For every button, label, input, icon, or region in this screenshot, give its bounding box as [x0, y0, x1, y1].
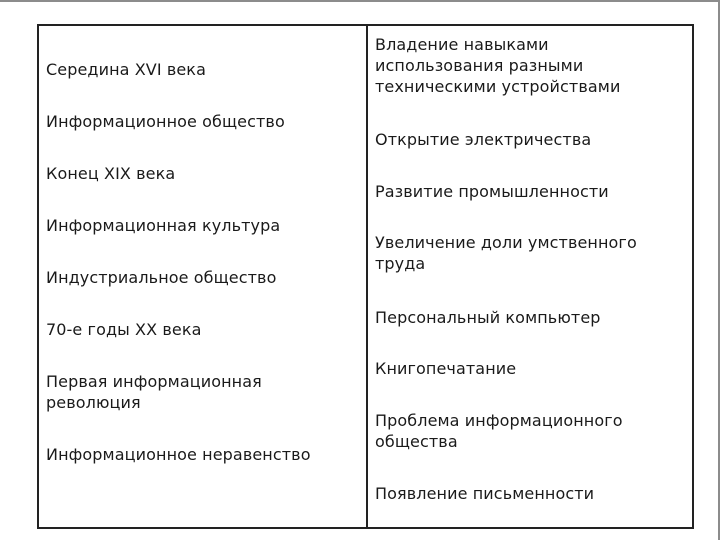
left-item-6: 70-е годы XX века [46, 320, 202, 339]
matching-table [37, 24, 694, 529]
column-divider [366, 26, 368, 527]
left-item-1: Середина XVI века [46, 60, 206, 79]
right-item-6: Книгопечатание [375, 359, 517, 378]
left-item-3: Конец XIX века [46, 164, 176, 183]
right-item-3: Развитие промышленности [375, 182, 609, 201]
right-item-2: Открытие электричества [375, 130, 592, 149]
right-item-1: Владение навыками использования разными техническими устройствами [375, 35, 621, 96]
right-item-8: Появление письменности [375, 484, 595, 503]
left-item-4: Информационная культура [46, 216, 281, 235]
right-item-5: Персональный компьютер [375, 308, 601, 327]
left-item-2: Информационное общество [46, 112, 285, 131]
left-item-7: Первая информационная революция [46, 372, 262, 412]
left-item-5: Индустриальное общество [46, 268, 277, 287]
right-item-4: Увеличение доли умственного труда [375, 233, 637, 273]
slide-top-border [0, 0, 720, 2]
left-item-8: Информационное неравенство [46, 445, 311, 464]
right-item-7: Проблема информационного общества [375, 411, 623, 451]
